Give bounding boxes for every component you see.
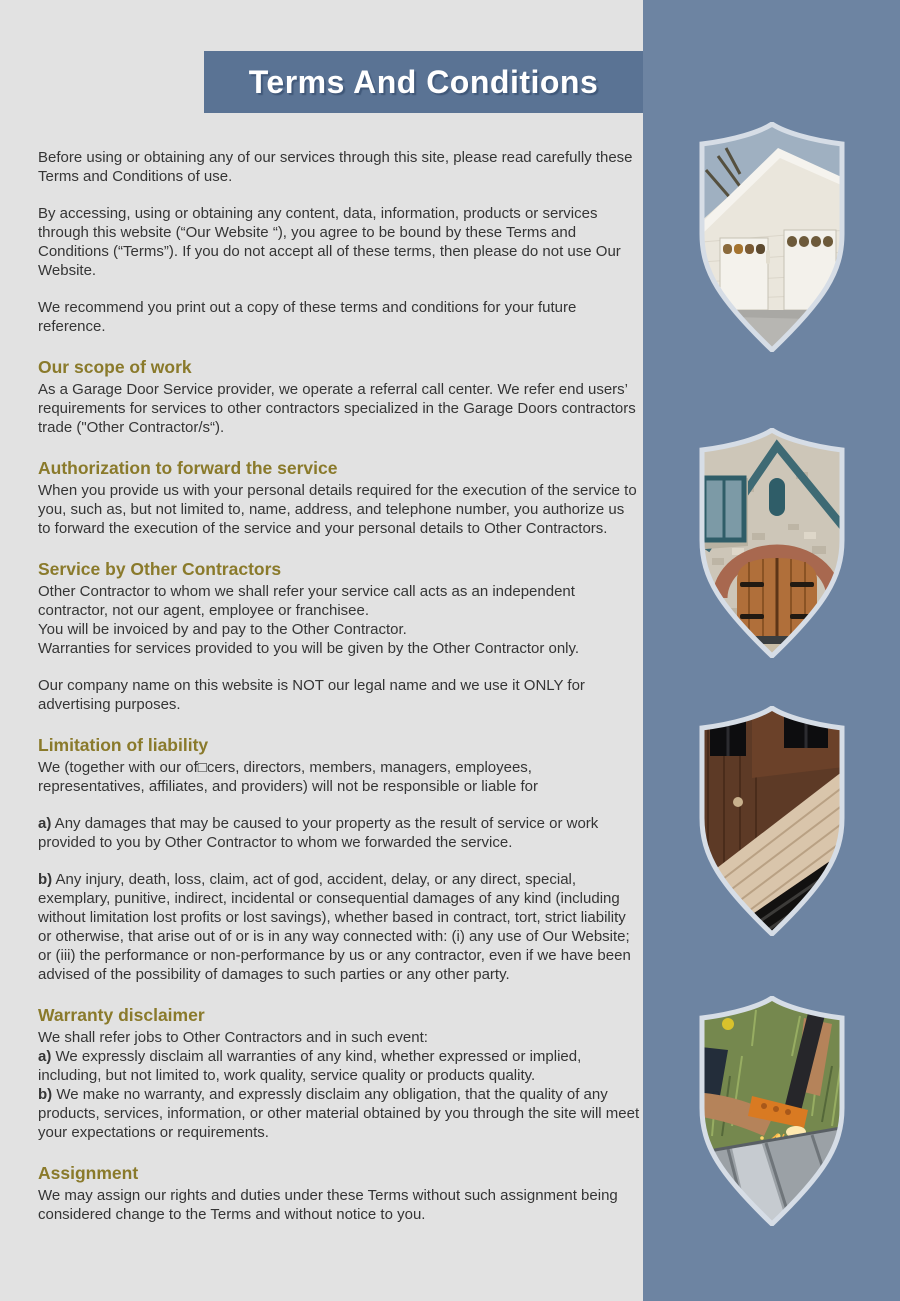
modern-wood-garage-door-photo (692, 706, 852, 936)
paragraph: Our company name on this website is NOT our legal name and we use it ONLY for advertising purposes. (38, 677, 585, 713)
page-title-banner (204, 51, 643, 113)
paragraph: We (together with our of□cers, directors, members, managers, employees, representatives, affiliates, and providers) will not be responsible or liable for (38, 759, 538, 795)
paragraph-item-a (38, 1047, 640, 1085)
intro-paragraph: By accessing, using or obtaining any content, data, information, products or services through this website (“Our Website “), you agree to be bound by these Terms and Conditions (“Terms”). If you do not accept all of these terms, then please do not use Our Website. (38, 205, 621, 279)
photo-welding (692, 996, 852, 1226)
item-label: b) (38, 871, 53, 888)
photo-white-garage (692, 122, 852, 352)
section-heading-warranty: Warranty disclaimer (38, 1005, 205, 1025)
page-title: Terms And Conditions (248, 63, 599, 100)
paragraph: Other Contractor to whom we shall refer your service call acts as an independent contractor, not our agent, employee or franchisee. (38, 583, 575, 619)
section-heading-authorization: Authorization to forward the service (38, 458, 338, 478)
paragraph: Warranties for services provided to you will be given by the Other Contractor only. (38, 640, 580, 657)
item-text: Any injury, death, loss, claim, act of god, accident, delay, or any direct, special, exemplary, punitive, indirect, incidental or consequential damages of any kind (including without limitation lost profits or lost savings), whether based in contract, tort, strict liability or otherwise, that arise out of or is in any way connected with: (i) any use of Our Website; or (iii) the performance or non-performance by us or any contractor, even if we have been advised of the possibility of damages to such parties or any other party. (38, 871, 631, 983)
paragraph: When you provide us with your personal details required for the execution of the service to you, such as, but not limited to, name, address, and telephone number, you authorize us to forward the execution of the service and your personal details to Other Contractors. (38, 482, 637, 537)
paragraph: As a Garage Door Service provider, we operate a referral call center. We refer end users’ requirements for services to other contractors specialized in the Garage Doors contractors trade ("Other Contractor/s“). (38, 381, 636, 436)
paragraph-item-b (38, 1085, 640, 1142)
section-heading-service: Service by Other Contractors (38, 559, 282, 579)
item-text: We expressly disclaim all warranties of any kind, whether expressed or implied, including, but not limited to, work quality, service quality or products quality. (38, 1048, 582, 1084)
item-label: b) (38, 1086, 53, 1103)
intro-paragraph: We recommend you print out a copy of these terms and conditions for your future reference. (38, 299, 577, 335)
paragraph: We shall refer jobs to Other Contractors and in such event: (38, 1029, 428, 1046)
paragraph-item-a (38, 814, 640, 852)
terms-text (38, 148, 640, 1224)
photo-stone-house (692, 428, 852, 658)
photo-modern-wood-garage (692, 706, 852, 936)
item-label: a) (38, 815, 52, 832)
welding-garage-panel-photo (692, 996, 852, 1226)
paragraph-item-b (38, 870, 640, 984)
item-text: Any damages that may be caused to your property as the result of service or work provided to you by Other Contractor to whom we forwarded the service. (38, 815, 599, 851)
sidebar-images-panel (643, 0, 900, 1301)
item-text: We make no warranty, and expressly disclaim any obligation, that the quality of any products, services, information, or other material obtained by you through the site will meet your expectations or requirements. (38, 1086, 640, 1141)
paragraph: You will be invoiced by and pay to the Other Contractor. (38, 621, 407, 638)
stone-house-garage-door-photo (692, 428, 852, 658)
section-heading-liability: Limitation of liability (38, 735, 209, 755)
section-heading-scope: Our scope of work (38, 357, 192, 377)
intro-paragraph: Before using or obtaining any of our services through this site, please read carefully these Terms and Conditions of use. (38, 149, 633, 185)
section-heading-assignment: Assignment (38, 1163, 139, 1183)
paragraph: We may assign our rights and duties under these Terms without such assignment being considered change to the Terms and without notice to you. (38, 1187, 618, 1223)
white-garage-doors-photo (692, 122, 852, 352)
item-label: a) (38, 1048, 52, 1065)
